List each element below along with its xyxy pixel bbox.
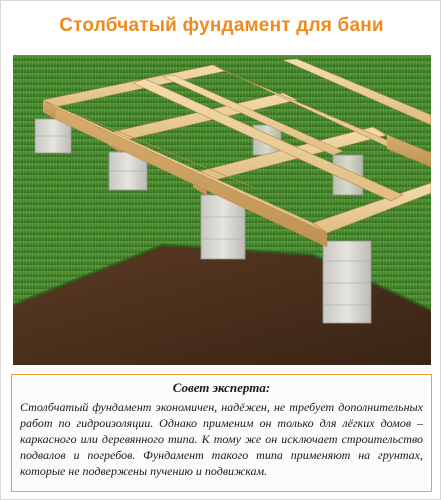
tip-text: Столбчатый фундамент экономичен, надёжен, не требует дополнительных работ по гидроизоляции. Однако применим он только для лёгких домов – каркасного или деревянного типа. К тому же он исключает строительство подвалов и погребов. Фундамент такого типа применяют на грунтах, которые не подвержены пучению и подвижкам. bbox=[20, 400, 423, 478]
expert-tip-box bbox=[11, 374, 432, 492]
foundation-illustration bbox=[13, 55, 431, 365]
tip-header: Совет эксперта: bbox=[172, 380, 271, 395]
pillar bbox=[323, 241, 371, 323]
page-title: Столбчатый фундамент для бани bbox=[59, 15, 384, 36]
foundation-image bbox=[13, 55, 431, 365]
